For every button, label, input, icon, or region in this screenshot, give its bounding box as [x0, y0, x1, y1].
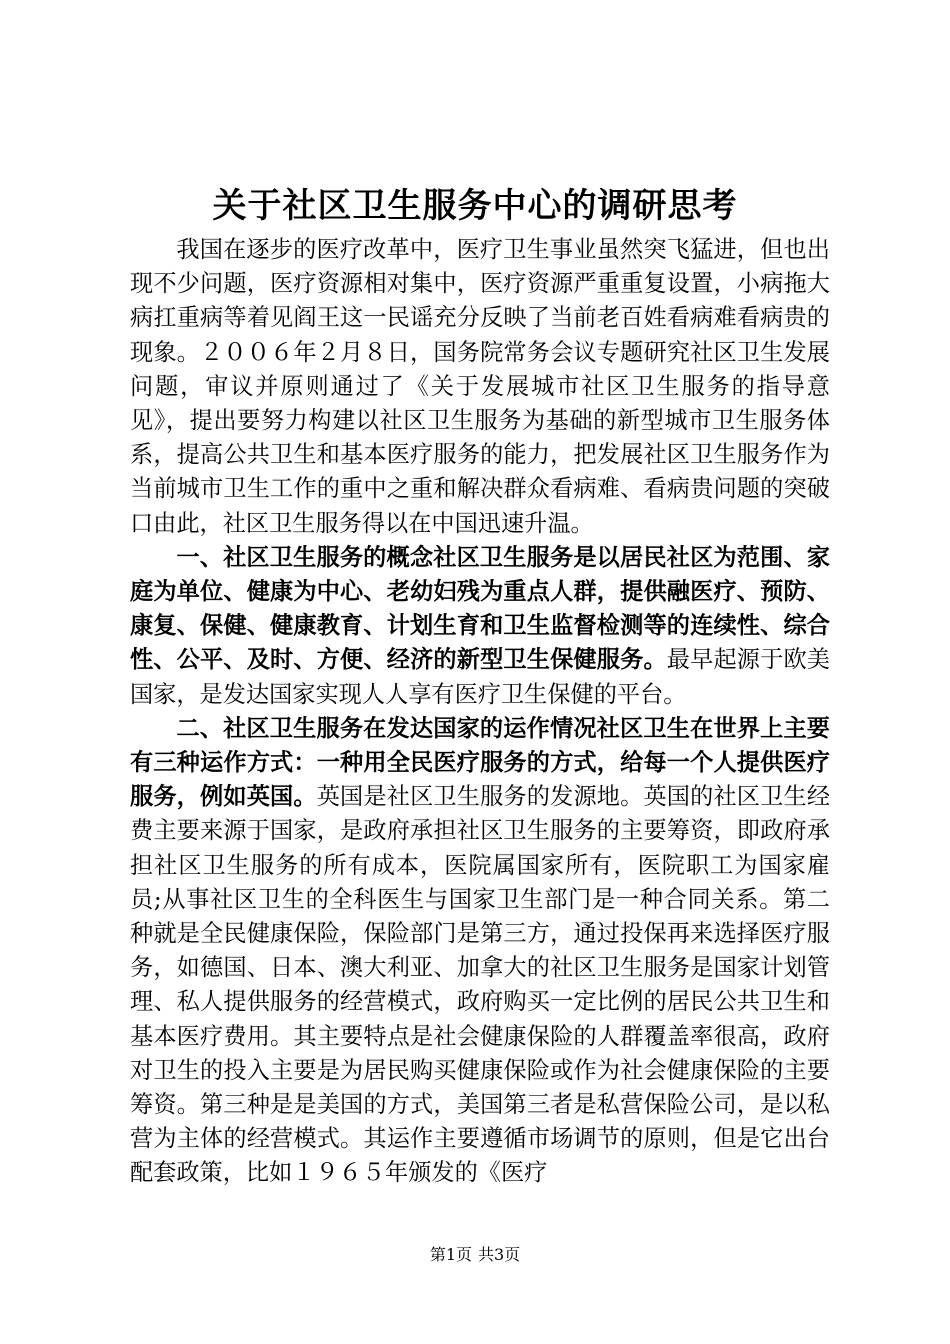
paragraph-text: 最早起源于欧美国家，是发达国家实现人人享有医疗卫生保健的平台。 — [130, 646, 830, 708]
page-footer — [0, 1244, 950, 1266]
section-heading: 一、社区卫生服务的概念社区卫生服务是以居民社区为范围、家庭为单位、健康为中心、老幼妇残为重点人群，提供融医疗、预防、康复、保健、健康教育、计划生育和卫生监督检测等的连续性、综合性、公平、及时、方便、经济的新型卫生保健服务。 — [130, 543, 830, 674]
paragraph-section-1 — [130, 541, 830, 712]
paragraph-intro — [130, 233, 830, 541]
document-title: 关于社区卫生服务中心的调研思考 — [212, 186, 738, 226]
section-heading: 二、社区卫生服务在发达国家的运作情况社区卫生在世界上主要有三种运作方式：一种用全民医疗服务的方式，给每一个人提供医疗服务，例如英国。 — [130, 714, 830, 811]
paragraph-text: 我国在逐步的医疗改革中，医疗卫生事业虽然突飞猛进，但也出现不少问题，医疗资源相对集中，医疗资源严重重复设置，小病拖大病扛重病等着见阎王这一民谣充分反映了当前老百姓看病难看病贵的现象。２００６年２月８日，国务院常务会议专题研究社区卫生发展问题，审议并原则通过了《关于发展城市社区卫生服务的指导意见》，提出要努力构建以社区卫生服务为基础的新型城市卫生服务体系，提高公共卫生和基本医疗服务的能力，把发展社区卫生服务作为当前城市卫生工作的重中之重和解决群众看病难、看病贵问题的突破口由此，社区卫生服务得以在中国迅速升温。 — [130, 236, 830, 537]
page-number: 第1页 — [429, 1245, 472, 1264]
page-total: 共3页 — [478, 1245, 521, 1264]
document-body — [130, 233, 830, 1191]
paragraph-section-2 — [130, 712, 830, 1191]
paragraph-text: 英国是社区卫生服务的发源地。英国的社区卫生经费主要来源于国家，是政府承担社区卫生服务的主要筹资，即政府承担社区卫生服务的所有成本，医院属国家所有，医院职工为国家雇员;从事社区卫生的全科医生与国家卫生部门是一种合同关系。第二种就是全民健康保险，保险部门是第三方，通过投保再来选择医疗服务，如德国、日本、澳大利亚、加拿大的社区卫生服务是国家计划管理、私人提供服务的经营模式，政府购买一定比例的居民公共卫生和基本医疗费用。其主要特点是社会健康保险的人群覆盖率很高，政府对卫生的投入主要是为居民购买健康保险或作为社会健康保险的主要筹资。第三种是是美国的方式，美国第三者是私营保险公司，是以私营为主体的经营模式。其运作主要遵循市场调节的原则，但是它出台配套政策，比如１９６５年颁发的《医疗 — [130, 783, 831, 1187]
